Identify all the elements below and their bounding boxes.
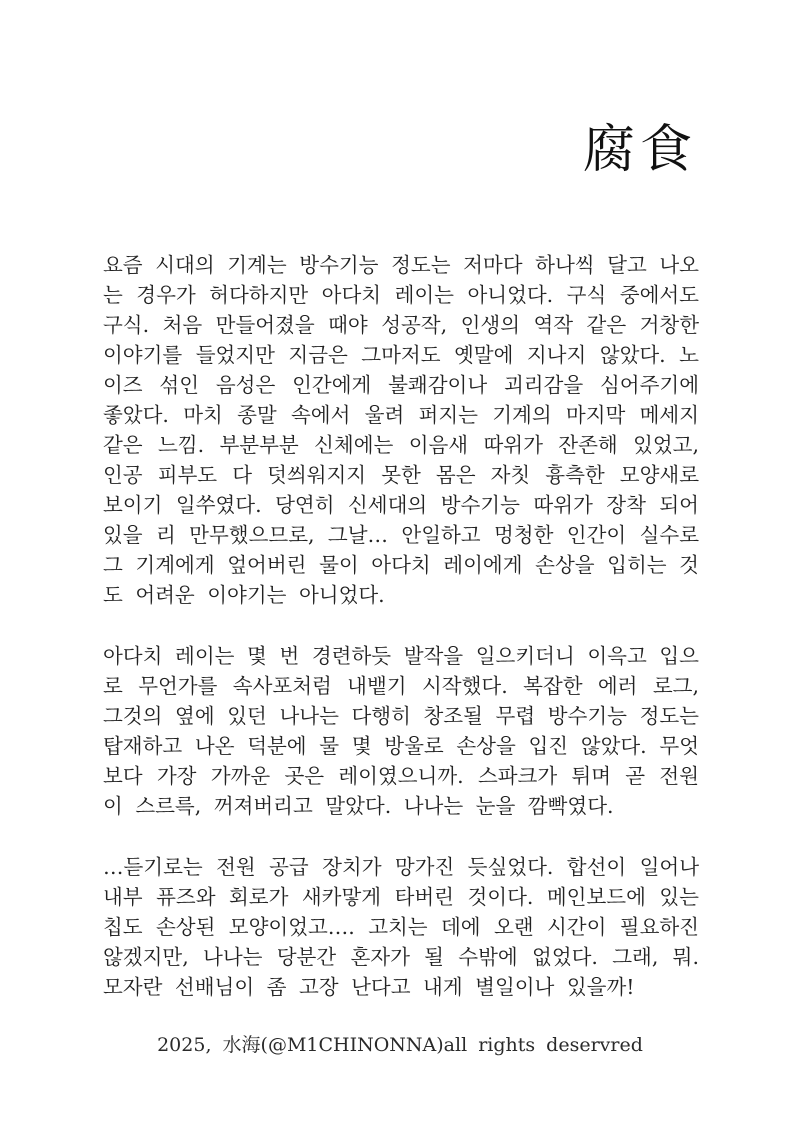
document-title: 腐食 [582,120,697,180]
body-paragraph-3: …듣기로는 전원 공급 장치가 망가진 듯싶었다. 합선이 일어나 내부 퓨즈와 회로가 새카맣게 타버린 것이다. 메인보드에 있는 칩도 손상된 모양이었고…. 고치는 데에 오랜 시간이 필요하진 않겠지만, 나나는 당분간 혼자가 될 수밖에 없었다. 그래, 뭐. 모자란 선배님이 좀 고장 난다고 내게 별일이나 있을까! [103,855,699,999]
body-paragraph-2: 아다치 레이는 몇 번 경련하듯 발작을 일으키더니 이윽고 입으로 무언가를 속사포처럼 내뱉기 시작했다. 복잡한 에러 로그, 그것의 옆에 있던 나나는 다행히 창조될 무렵 방수기능 정도는 탑재하고 나온 덕분에 물 몇 방울로 손상을 입진 않았다. 무엇보다 가장 가까운 곳은 레이였으니까. 스파크가 튀며 곧 전원이 스르륵, 꺼져버리고 말았다. 나나는 눈을 깜빡였다. [103,644,699,818]
copyright-footer: 2025, 水海(@M1CHINONNA)all rights deservred [157,1034,643,1056]
body-paragraph-1: 요즘 시대의 기계는 방수기능 정도는 저마다 하나씩 달고 나오는 경우가 허다하지만 아다치 레이는 아니었다. 구식 중에서도 구식. 처음 만들어졌을 때야 성공작, 인생의 역작 같은 거창한 이야기를 들었지만 지금은 그마저도 옛말에 지나지 않았다. 노이즈 섞인 음성은 인간에게 불쾌감이나 괴리감을 심어주기에 좋았다. 마치 종말 속에서 울려 퍼지는 기계의 마지막 메세지 같은 느낌. 부분부분 신체에는 이음새 따위가 잔존해 있었고, 인공 피부도 다 덧씌워지지 못한 몸은 자칫 흉측한 모양새로 보이기 일쑤였다. 당연히 신세대의 방수기능 따위가 장착 되어 있을 리 만무했으므로, 그날… 안일하고 멍청한 인간이 실수로 그 기계에게 엎어버린 물이 아다치 레이에게 손상을 입히는 것도 어려운 이야기는 아니었다. [103,253,699,607]
document-body [103,250,699,1033]
